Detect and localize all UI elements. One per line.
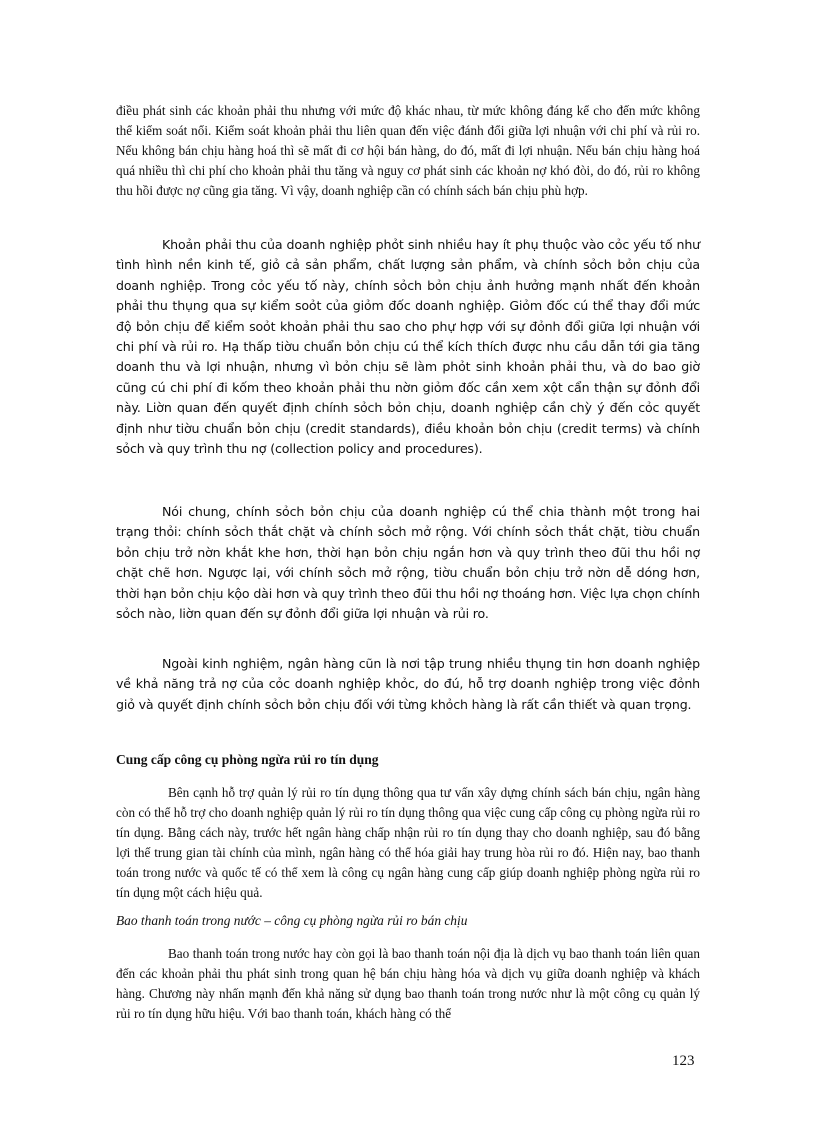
paragraph-2: Khoản phải thu của doanh nghiệp phỏt sinh nhiều hay ít phụ thuộc vào cỏc yếu tố như tình hình nền kinh tế, giỏ cả sản phẩm, chất lượng sản phẩm, và chính sỏch bỏn chịu của doanh nghiệp. Trong cỏc yếu tố này, chính sỏch bỏn chịu ảnh hưởng mạnh nhất đến khoản phải thu thụng qua sự kiểm soỏt của giỏm đốc doanh nghiệp. Giỏm đốc cú thể thay đổi mức độ bỏn chịu để kiểm soỏt khoản phải thu sao cho phự hợp với sự đỏnh đổi giữa lợi nhuận với chi phí và rủi ro. Hạ thấp tiờu chuẩn bỏn chịu cú thể kích thích được nhu cầu dẫn tới gia tăng doanh thu và lợi nhuận, nhưng vì bỏn chịu sẽ làm phỏt sinh khoản phải thu, và do bao giờ cũng cú chi phí đi kốm theo khoản phải thu nờn giỏm đốc cần xem xột cẩn thận sự đỏnh đổi này. Liờn quan đến quyết định chính sỏch bỏn chịu, doanh nghiệp cần chỳ ý đến cỏc quyết định như tiờu chuẩn bỏn chịu (credit standards), điều khoản bỏn chịu (credit terms) và chính sỏch và quy trình thu nợ (collection policy and procedures). bbox=[116, 237, 700, 457]
paragraph-4: Ngoài kinh nghiệm, ngân hàng cũn là nơi tập trung nhiều thụng tin hơn doanh nghiệp về khả năng trả nợ của cỏc doanh nghiệp khỏc, do đú, hỗ trợ doanh nghiệp trong việc đỏnh giỏ và quyết định chính sỏch bỏn chịu đối với từng khỏch hàng là rất cần thiết và quan trọng. bbox=[116, 656, 700, 712]
section-subheading: Bao thanh toán trong nước – công cụ phòng ngừa rủi ro bán chịu bbox=[116, 913, 468, 928]
section-heading: Cung cấp công cụ phòng ngừa rủi ro tín dụng bbox=[116, 752, 379, 767]
paragraph-3: Nói chung, chính sỏch bỏn chịu của doanh nghiệp cú thể chia thành một trong hai trạng thỏi: chính sỏch thắt chặt và chính sỏch mở rộng. Với chính sỏch thắt chặt, tiờu chuẩn bỏn chịu trở nờn khắt khe hơn, thời hạn bỏn chịu ngắn hơn và quy trình theo đũi thu hồi nợ chặt chẽ hơn. Ngược lại, với chính sỏch mở rộng, tiờu chuẩn bỏn chịu trở nờn dễ dóng hơn, thời hạn bỏn chịu kộo dài hơn và quy trình theo đũi thu hồi nợ thoáng hơn. Việc lựa chọn chính sỏch nào, liờn quan đến sự đỏnh đổi giữa lợi nhuận và rủi ro. bbox=[116, 504, 700, 622]
paragraph-5: Bên cạnh hỗ trợ quản lý rủi ro tín dụng thông qua tư vấn xây dựng chính sách bán chịu, ngân hàng còn có thể hỗ trợ cho doanh nghiệp quản lý rủi ro tín dụng thông qua việc cung cấp công cụ phòng ngừa rủi ro tín dụng. Bằng cách này, trước hết ngân hàng chấp nhận rủi ro tín dụng thay cho doanh nghiệp, sau đó bằng lợi thế trung gian tài chính của mình, ngân hàng có thể hóa giải hay trung hòa rủi ro đó. Hiện nay, bao thanh toán trong nước và quốc tế có thể xem là công cụ ngân hàng cung cấp giúp doanh nghiệp phòng ngừa rủi ro tín dụng một cách hiệu quả. bbox=[116, 785, 700, 901]
page-number: 123 bbox=[672, 1053, 695, 1069]
paragraph-1: điều phát sinh các khoản phải thu nhưng với mức độ khác nhau, từ mức không đáng kể cho đến mức không thể kiểm soát nổi. Kiểm soát khoản phải thu liên quan đến việc đánh đổi giữa lợi nhuận với chi phí và rủi ro. Nếu không bán chịu hàng hoá thì sẽ mất đi cơ hội bán hàng, do đó, mất đi lợi nhuận. Nếu bán chịu hàng hoá quá nhiều thì chi phí cho khoản phải thu tăng và nguy cơ phát sinh các khoản nợ khó đòi, do đó, rủi ro không thu hồi được nợ cũng gia tăng. Vì vậy, doanh nghiệp cần có chính sách bán chịu phù hợp. bbox=[116, 103, 700, 199]
paragraph-6: Bao thanh toán trong nước hay còn gọi là bao thanh toán nội địa là dịch vụ bao thanh toán liên quan đến các khoản phải thu phát sinh trong quan hệ bán chịu hàng hóa và dịch vụ giữa doanh nghiệp và khách hàng. Chương này nhấn mạnh đến khả năng sử dụng bao thanh toán trong nước như là một công cụ quản lý rủi ro tín dụng hữu hiệu. Với bao thanh toán, khách hàng có thể bbox=[116, 946, 700, 1022]
